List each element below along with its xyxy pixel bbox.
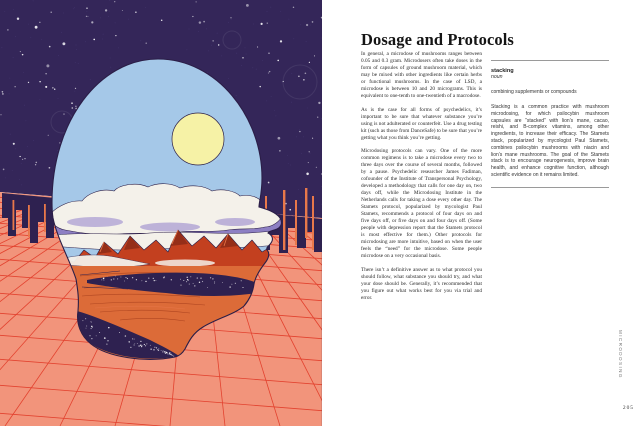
body-text-column <box>361 51 482 308</box>
sidebar-term: stacking <box>491 68 514 74</box>
divider <box>491 60 609 61</box>
definition-sidebar <box>491 60 609 188</box>
page-number: 205 <box>622 405 634 411</box>
text-page <box>322 0 640 426</box>
divider <box>491 187 609 188</box>
page-title: Dosage and Protocols <box>361 30 514 49</box>
paragraph: Microdosing protocols can vary. One of the more common regimens is to take a microdose every two to three days over the course of several months, followed by a pause. Psychedelic researcher James Fadiman, cofounder of the Institute of Transpersonal Psychology, developed a methodology that calls for one day on, two days off, while the Microdosing Institute in the Netherlands calls for taking a dose every other day. The Stamets protocol, popularized by mycologist Paul Stamets, recommends a protocol of four days on and five days off, or five days on and four days off. (Some people with depression report that the Stamets protocol is most effective for them.) Other protocols for microdosing are more intuitive, based on when the user feels the “need” for the microdose. Some people microdose on a very occasional basis. <box>361 148 482 259</box>
moon <box>172 113 224 165</box>
paragraph: There isn’t a definitive answer as to what protocol you should follow, what substance you should try, and what your dose should be. Generally, it’s recommended that you figure out what works best for you via trial and error. <box>361 266 482 301</box>
paragraph: As is the case for all forms of psychedelics, it’s important to be sure that whatever substance you’re using is not adulterated or counterfeit. Use a drug testing kit (such as those from DanceSafe) to be sure that you’re getting what you think you’re getting. <box>361 106 482 141</box>
sidebar-short-definition: combining supplements or compounds <box>491 89 577 95</box>
paragraph: In general, a microdose of mushrooms ranges between 0.05 and 0.3 gram. Microdosers often take doses in the form of capsules of ground mushroom material, which may be mixed with other ingredients like certain herbs or functional mushrooms. In the case of LSD, a microdose is between 10 and 20 micrograms. This is equivalent to one-tenth to one-twentieth of a macrodose. <box>361 51 482 99</box>
sidebar-body: Stacking is a common practice with mushroom microdosing, for which psilocybin mushroom capsules are “stacked” with lion’s mane, cacao, reishi, and B-complex vitamins, among other ingredients, to increase their efficacy. The Stamets stack, popularized by mycologist Paul Stamets, combines psilocybin mushrooms with niacin and lion’s mane mushrooms. The goal of the Stamets stack is to encourage neurogenesis, improve brain health, and enhance cognitive function, although scientific evidence on it remains limited. <box>491 104 609 178</box>
sidebar-part-of-speech: noun <box>491 74 503 80</box>
section-runner-vertical: MICRODOSING <box>618 330 623 379</box>
